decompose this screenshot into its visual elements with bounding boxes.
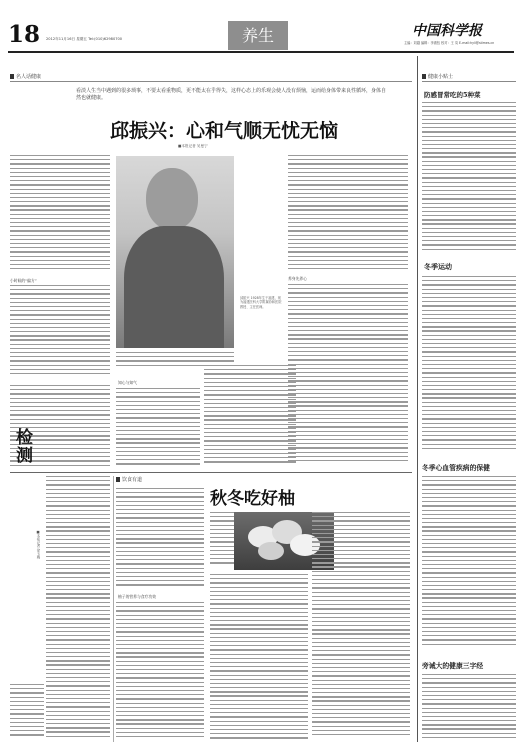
seasonal-body-col-1 [116,488,204,588]
section-title: 养生 [241,26,274,45]
section-banner [228,21,288,50]
lead-photo [116,156,234,348]
sidebar-heading-rule [422,81,516,82]
sidebar-tip-2-title: 冬季运动 [424,262,452,271]
lead-body-col-4b [288,284,408,468]
seasonal-headline: 秋冬吃好柚 [210,489,295,509]
seasonal-kicker [116,476,142,483]
sidebar-tip-2-body [422,276,516,454]
paper-name: 中国科学报 [412,23,482,39]
lead-byline: ■本报记者 吴曼宁 [178,144,208,148]
lead-intro: 看淡人生当中遇到的很多琐事，不要太看重物质，更不能太在乎得失，这样心态上的乐观会使人没有烦恼，运而给身体带来良性循环，身体自然也就健康。 [76,88,387,102]
lead-subhead-1: 小时候的“偏方” [10,278,37,283]
seasonal-body-col-3 [210,574,308,742]
lead-subhead-3: 养身先养心 [288,276,307,281]
sidebar-tip-1-title: 防感冒常吃的5种菜 [424,91,481,99]
sidebar-tip-4-title: 旁诫大的健康三字经 [422,662,484,670]
date-line: 2012年11月16日 星期五 Tel:(010)62980700 [46,37,123,41]
dna-byline-text: ■本报记者 徐玉梅 [36,530,40,559]
seasonal-kicker-marker [116,477,120,482]
page-number: 18 [8,21,41,48]
masthead-rule [8,51,514,53]
sidebar-heading-label: 健康小贴士 [428,74,454,80]
lead-headline: 邱振兴：心和气顺无忧无恼 [109,120,338,142]
lead-body-col-2 [116,388,200,468]
lead-subhead-2: 知心与知气 [118,380,137,385]
sidebar-heading-marker [422,74,426,79]
photo-caption: 邱振兴 1928年生于福建，现为福建医科大学附属协和医院教授、主任医师。 [240,296,282,309]
column-heading-rule [10,81,412,82]
lead-body-col-1b [10,285,110,379]
lead-body-col-3 [204,365,296,468]
sidebar-tip-3-body [422,476,516,650]
portrait-body [124,226,224,348]
seasonal-body-col-1b [116,602,204,742]
seasonal-body-col-4 [312,512,410,742]
sidebar-tip-4-body [422,674,516,742]
dna-headline [10,428,34,680]
pomelo-segment-4 [258,542,284,560]
sidebar-tip-3-title: 冬季心血管疾病的保健 [422,464,490,472]
dna-body-col-3 [10,684,44,742]
column-rule-1 [113,476,114,742]
editor-line: 主编：刘越 编辑：李惠钰 校对：王 岚 E-mail:hyli@stimes.cn [404,41,495,45]
sidebar-heading [422,73,453,80]
column-heading-marker [10,74,14,79]
section-divider [10,472,412,473]
lead-body-col-4 [288,155,408,273]
column-heading [10,73,41,80]
sidebar-rule [417,56,418,742]
dna-headline-text: 检测 [12,428,32,464]
dna-byline [36,530,44,590]
seasonal-kicker-label: 饮食有道 [122,477,143,483]
sidebar-tip-1-body [422,102,516,252]
portrait-head [146,168,198,230]
lead-body-col-1 [10,155,110,275]
seasonal-subhead: 柚子的营养与食疗功效 [118,594,156,599]
column-heading-label: 名人话健康 [16,74,42,80]
dna-body-col-2 [46,476,110,742]
